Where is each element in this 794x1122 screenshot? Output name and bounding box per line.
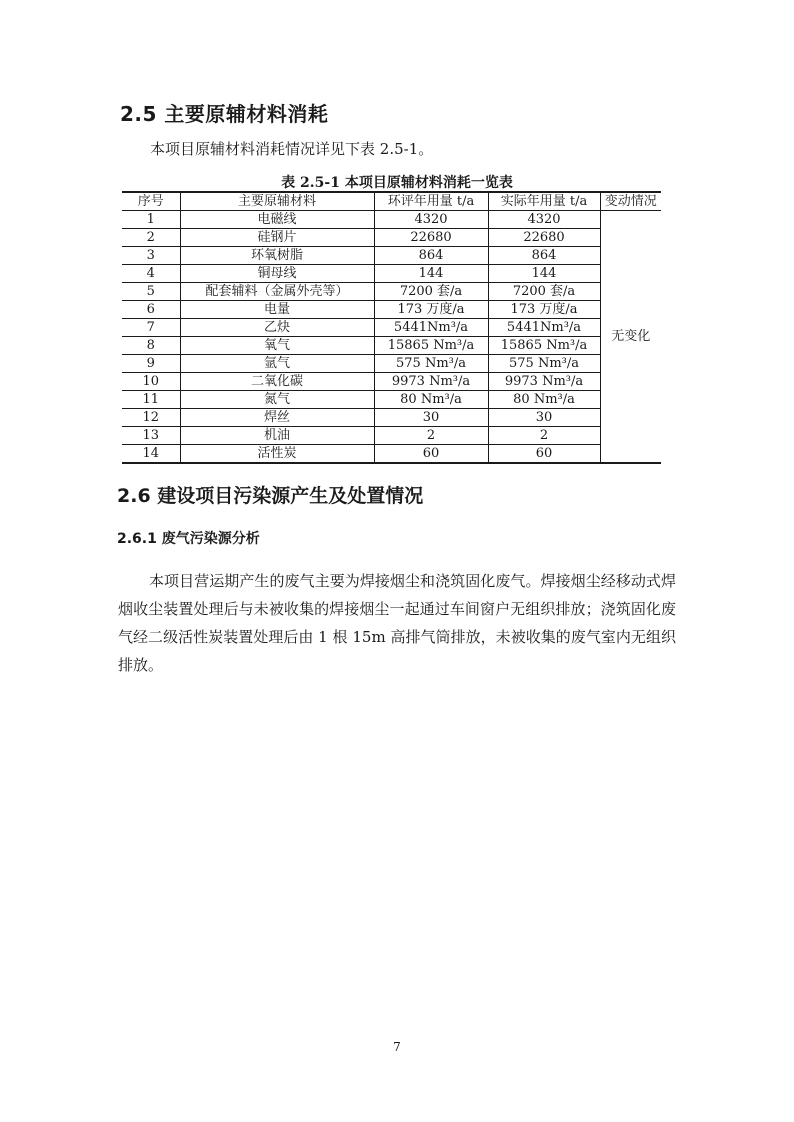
cell-no: 12 — [122, 409, 180, 427]
cell-no: 1 — [122, 211, 180, 229]
cell-no: 10 — [122, 373, 180, 391]
table-row — [122, 427, 661, 445]
cell-eia-usage: 22680 — [374, 229, 488, 247]
table-row — [122, 247, 661, 265]
table-row — [122, 229, 661, 247]
cell-no: 4 — [122, 265, 180, 283]
cell-actual-usage: 60 — [488, 445, 600, 464]
table-row — [122, 301, 661, 319]
cell-no: 7 — [122, 319, 180, 337]
table-row — [122, 373, 661, 391]
section-heading-2-6: 2.6 建设项目污染源产生及处置情况 — [117, 485, 424, 507]
cell-actual-usage: 30 — [488, 409, 600, 427]
materials-table — [122, 191, 661, 464]
table-header-row — [122, 192, 661, 211]
table-row — [122, 445, 661, 464]
cell-material: 环氧树脂 — [180, 247, 374, 265]
header-actual-usage: 实际年用量 t/a — [488, 192, 600, 211]
cell-material: 活性炭 — [180, 445, 374, 464]
cell-eia-usage: 80 Nm³/a — [374, 391, 488, 409]
cell-no: 2 — [122, 229, 180, 247]
cell-actual-usage: 144 — [488, 265, 600, 283]
header-no: 序号 — [122, 192, 180, 211]
table-caption: 表 2.5-1 本项目原辅材料消耗一览表 — [281, 175, 513, 191]
cell-material: 硅钢片 — [180, 229, 374, 247]
table-row — [122, 265, 661, 283]
cell-actual-usage: 173 万度/a — [488, 301, 600, 319]
cell-no: 13 — [122, 427, 180, 445]
cell-eia-usage: 575 Nm³/a — [374, 355, 488, 373]
page-number: 7 — [393, 1040, 401, 1054]
cell-no: 11 — [122, 391, 180, 409]
table-row — [122, 355, 661, 373]
table-row — [122, 211, 661, 229]
cell-actual-usage: 22680 — [488, 229, 600, 247]
cell-no: 9 — [122, 355, 180, 373]
table-row — [122, 319, 661, 337]
cell-material: 电量 — [180, 301, 374, 319]
cell-material: 二氧化碳 — [180, 373, 374, 391]
exhaust-gas-paragraph: 本项目营运期产生的废气主要为焊接烟尘和浇筑固化废气。焊接烟尘经移动式焊烟收尘装置处理后与未被收集的焊接烟尘一起通过车间窗户无组织排放；浇筑固化废气经二级活性炭装置处理后由 1 根 15m 高排气筒排放，未被收集的废气室内无组织排放。 — [118, 572, 676, 674]
cell-eia-usage: 15865 Nm³/a — [374, 337, 488, 355]
header-change: 变动情况 — [600, 192, 661, 211]
cell-material: 配套辅料（金属外壳等） — [180, 283, 374, 301]
table-row — [122, 391, 661, 409]
cell-actual-usage: 575 Nm³/a — [488, 355, 600, 373]
cell-material: 铜母线 — [180, 265, 374, 283]
cell-eia-usage: 4320 — [374, 211, 488, 229]
cell-eia-usage: 30 — [374, 409, 488, 427]
cell-eia-usage: 7200 套/a — [374, 283, 488, 301]
table-row — [122, 283, 661, 301]
table-body — [122, 211, 661, 464]
table-row — [122, 409, 661, 427]
cell-no: 8 — [122, 337, 180, 355]
header-material: 主要原辅材料 — [180, 192, 374, 211]
cell-eia-usage: 864 — [374, 247, 488, 265]
cell-no: 5 — [122, 283, 180, 301]
cell-material: 焊丝 — [180, 409, 374, 427]
cell-eia-usage: 60 — [374, 445, 488, 464]
cell-material: 乙炔 — [180, 319, 374, 337]
cell-material: 氧气 — [180, 337, 374, 355]
subsection-heading-2-6-1: 2.6.1 废气污染源分析 — [117, 531, 260, 547]
section-heading-2-5: 2.5 主要原辅材料消耗 — [120, 102, 329, 126]
cell-material: 氩气 — [180, 355, 374, 373]
cell-material: 氮气 — [180, 391, 374, 409]
cell-actual-usage: 15865 Nm³/a — [488, 337, 600, 355]
cell-actual-usage: 864 — [488, 247, 600, 265]
cell-eia-usage: 5441Nm³/a — [374, 319, 488, 337]
cell-eia-usage: 144 — [374, 265, 488, 283]
cell-actual-usage: 4320 — [488, 211, 600, 229]
cell-eia-usage: 2 — [374, 427, 488, 445]
table-row — [122, 337, 661, 355]
cell-actual-usage: 80 Nm³/a — [488, 391, 600, 409]
cell-actual-usage: 9973 Nm³/a — [488, 373, 600, 391]
cell-actual-usage: 7200 套/a — [488, 283, 600, 301]
cell-actual-usage: 5441Nm³/a — [488, 319, 600, 337]
cell-no: 6 — [122, 301, 180, 319]
cell-material: 电磁线 — [180, 211, 374, 229]
cell-eia-usage: 9973 Nm³/a — [374, 373, 488, 391]
cell-no: 14 — [122, 445, 180, 464]
cell-eia-usage: 173 万度/a — [374, 301, 488, 319]
header-eia-usage: 环评年用量 t/a — [374, 192, 488, 211]
cell-actual-usage: 2 — [488, 427, 600, 445]
cell-material: 机油 — [180, 427, 374, 445]
cell-change-note: 无变化 — [600, 211, 661, 464]
section-intro-paragraph: 本项目原辅材料消耗情况详见下表 2.5-1。 — [150, 140, 434, 158]
cell-no: 3 — [122, 247, 180, 265]
